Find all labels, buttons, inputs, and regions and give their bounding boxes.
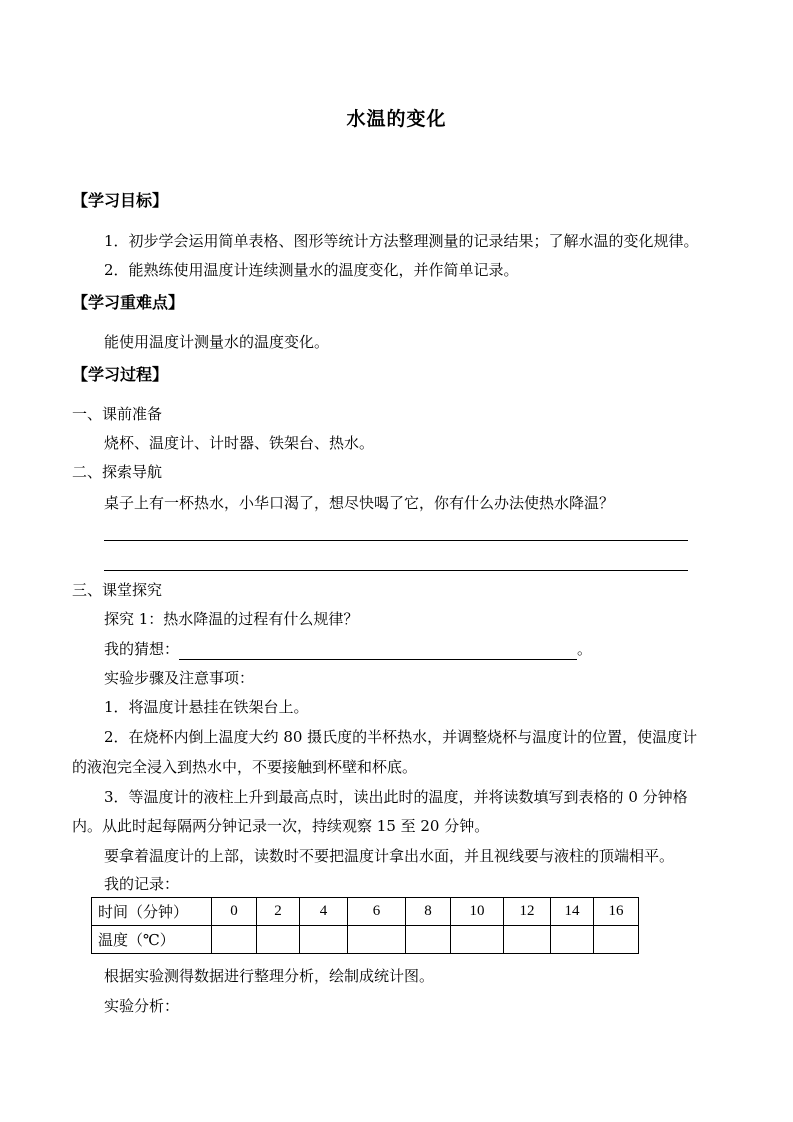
step-3-line-1: 3．等温度计的液柱上升到最高点时，读出此时的温度，并将读数填写到表格的 0 分钟格 <box>104 788 688 806</box>
classroom-heading: 三、课堂探究 <box>72 581 163 599</box>
guess-label: 我的猜想： <box>104 640 180 658</box>
key-points-heading: 【学习重难点】 <box>72 293 185 312</box>
temperature-cell[interactable] <box>257 926 300 954</box>
time-cell: 12 <box>504 898 551 926</box>
page-title: 水温的变化 <box>346 108 447 130</box>
key-points-text: 能使用温度计测量水的温度变化。 <box>104 333 330 351</box>
time-cell: 0 <box>212 898 257 926</box>
time-cell: 6 <box>348 898 406 926</box>
time-cell: 10 <box>451 898 504 926</box>
record-label: 我的记录： <box>104 875 180 893</box>
time-cell: 14 <box>551 898 594 926</box>
step-2-line-2: 的液泡完全浸入到热水中，不要接触到杯壁和杯底。 <box>72 758 418 776</box>
table-row-temperature <box>92 926 639 954</box>
step-1: 1．将温度计悬挂在铁架台上。 <box>104 698 309 716</box>
temperature-cell[interactable] <box>348 926 406 954</box>
explore-heading: 二、探索导航 <box>72 463 163 481</box>
after-table-text: 根据实验测得数据进行整理分析，绘制成统计图。 <box>104 967 435 985</box>
analysis-label: 实验分析： <box>104 997 180 1015</box>
objectives-heading: 【学习目标】 <box>72 191 169 210</box>
objective-item-2: 2．能熟练使用温度计连续测量水的温度变化，并作简单记录。 <box>104 261 519 279</box>
temperature-cell[interactable] <box>594 926 639 954</box>
time-cell: 4 <box>300 898 348 926</box>
record-table <box>91 897 639 954</box>
temperature-cell[interactable] <box>406 926 451 954</box>
answer-line-2 <box>104 570 688 571</box>
prep-text: 烧杯、温度计、计时器、铁架台、热水。 <box>104 434 375 452</box>
steps-heading: 实验步骤及注意事项： <box>104 669 255 687</box>
guess-blank <box>179 643 577 660</box>
time-row-label: 时间（分钟） <box>92 898 212 926</box>
process-heading: 【学习过程】 <box>72 365 169 384</box>
note-text: 要拿着温度计的上部，读数时不要把温度计拿出水面，并且视线要与液柱的顶端相平。 <box>104 847 675 865</box>
guess-line <box>104 638 592 660</box>
time-cell: 8 <box>406 898 451 926</box>
step-2-line-1: 2．在烧杯内倒上温度大约 80 摄氏度的半杯热水，并调整烧杯与温度计的位置，使温度计 <box>104 728 698 746</box>
temperature-cell[interactable] <box>451 926 504 954</box>
explore-text: 桌子上有一杯热水，小华口渴了，想尽快喝了它，你有什么办法使热水降温？ <box>104 494 615 512</box>
temperature-cell[interactable] <box>212 926 257 954</box>
objective-item-1: 1．初步学会运用简单表格、图形等统计方法整理测量的记录结果；了解水温的变化规律。 <box>104 232 699 250</box>
answer-line-1 <box>104 540 688 541</box>
step-3-line-2: 内。从此时起每隔两分钟记录一次，持续观察 15 至 20 分钟。 <box>72 817 490 835</box>
prep-heading: 一、课前准备 <box>72 405 163 423</box>
temperature-row-label: 温度（℃） <box>92 926 212 954</box>
temperature-cell[interactable] <box>551 926 594 954</box>
time-cell: 2 <box>257 898 300 926</box>
table-row-time <box>92 898 639 926</box>
guess-end: 。 <box>577 640 593 658</box>
temperature-cell[interactable] <box>300 926 348 954</box>
inquiry-text: 探究 1：热水降温的过程有什么规律？ <box>104 610 359 628</box>
temperature-cell[interactable] <box>504 926 551 954</box>
time-cell: 16 <box>594 898 639 926</box>
